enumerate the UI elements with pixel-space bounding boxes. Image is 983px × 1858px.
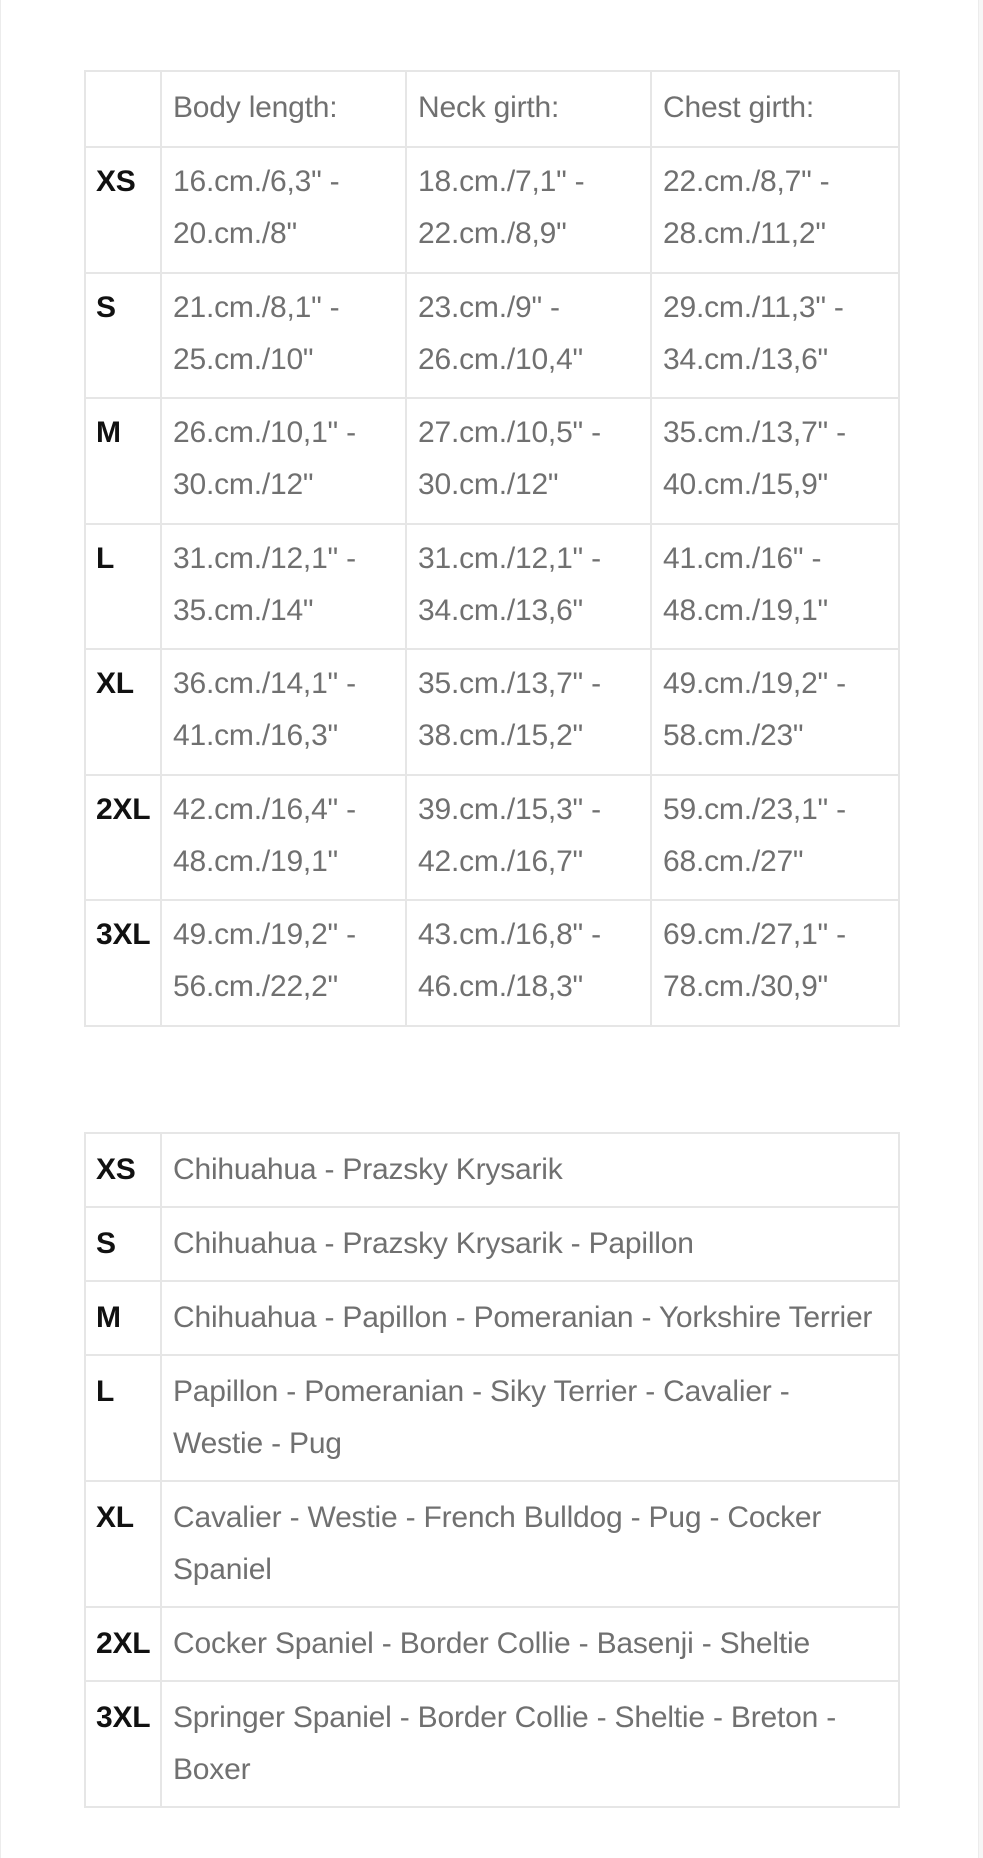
size-chart-table <box>84 70 900 1027</box>
size-label: 3XL <box>85 1681 161 1807</box>
size-label: M <box>85 1281 161 1355</box>
breeds-cell <box>161 1681 899 1807</box>
size-label: S <box>85 273 161 399</box>
range-from: 49.cm./19,2" - <box>173 918 356 952</box>
table-row <box>85 1355 899 1481</box>
breeds-line: Chihuahua - Papillon - Pomeranian - Yorkshire Terrier <box>173 1301 873 1334</box>
size-label: XL <box>85 649 161 775</box>
breeds-line: Cocker Spaniel - Border Collie - Basenji - Sheltie <box>173 1627 810 1660</box>
header-cell-empty <box>85 71 161 147</box>
body-length-cell <box>161 900 406 1026</box>
size-label: S <box>85 1207 161 1281</box>
range-from: 26.cm./10,1" - <box>173 416 356 450</box>
range-from: 59.cm./23,1" - <box>663 792 846 826</box>
range-from: 41.cm./16" - <box>663 541 822 575</box>
breeds-cell <box>161 1281 899 1355</box>
breeds-cell <box>161 1207 899 1281</box>
range-from: 43.cm./16,8" - <box>418 918 601 952</box>
neck-girth-cell <box>406 273 651 399</box>
chest-girth-cell <box>651 900 899 1026</box>
body-length-cell <box>161 524 406 650</box>
range-to: 48.cm./19,1" <box>173 844 339 878</box>
range-from: 18.cm./7,1" - <box>418 165 585 199</box>
range-to: 28.cm./11,2" <box>663 217 826 251</box>
breed-chart-table <box>84 1132 900 1808</box>
body-length-cell <box>161 398 406 524</box>
range-from: 22.cm./8,7" - <box>663 165 830 199</box>
range-to: 78.cm./30,9" <box>663 970 829 1004</box>
chest-girth-cell <box>651 273 899 399</box>
chest-girth-cell <box>651 649 899 775</box>
range-from: 69.cm./27,1" - <box>663 918 846 952</box>
range-from: 31.cm./12,1" - <box>418 541 601 575</box>
breeds-line: Boxer <box>173 1753 251 1786</box>
size-label: 2XL <box>85 775 161 901</box>
table-row <box>85 1681 899 1807</box>
chest-girth-cell <box>651 147 899 273</box>
range-to: 30.cm./12" <box>173 468 314 502</box>
range-to: 58.cm./23" <box>663 719 804 753</box>
breeds-cell <box>161 1481 899 1607</box>
range-from: 35.cm./13,7" - <box>663 416 846 450</box>
neck-girth-cell <box>406 900 651 1026</box>
neck-girth-cell <box>406 398 651 524</box>
header-chest-girth: Chest girth: <box>651 71 899 147</box>
table-row <box>85 147 899 273</box>
table-row <box>85 1607 899 1681</box>
range-from: 35.cm./13,7" - <box>418 667 601 701</box>
range-to: 56.cm./22,2" <box>173 970 339 1004</box>
body-length-cell <box>161 775 406 901</box>
breeds-cell <box>161 1133 899 1207</box>
table-row <box>85 398 899 524</box>
breeds-line: Westie - Pug <box>173 1427 342 1460</box>
range-to: 42.cm./16,7" <box>418 844 584 878</box>
breeds-cell <box>161 1355 899 1481</box>
chest-girth-cell <box>651 398 899 524</box>
range-to: 34.cm./13,6" <box>418 593 584 627</box>
size-label: 2XL <box>85 1607 161 1681</box>
range-to: 41.cm./16,3" <box>173 719 339 753</box>
neck-girth-cell <box>406 147 651 273</box>
chest-girth-cell <box>651 775 899 901</box>
chest-girth-cell <box>651 524 899 650</box>
body-length-cell <box>161 273 406 399</box>
header-body-length: Body length: <box>161 71 406 147</box>
range-to: 68.cm./27" <box>663 844 804 878</box>
size-label: L <box>85 524 161 650</box>
breeds-line: Cavalier - Westie - French Bulldog - Pug - Cocker <box>173 1501 822 1534</box>
range-from: 49.cm./19,2" - <box>663 667 846 701</box>
neck-girth-cell <box>406 649 651 775</box>
body-length-cell <box>161 649 406 775</box>
table-row <box>85 649 899 775</box>
table-row <box>85 1481 899 1607</box>
range-from: 42.cm./16,4" - <box>173 792 356 826</box>
range-to: 34.cm./13,6" <box>663 342 829 376</box>
table-row <box>85 900 899 1026</box>
range-from: 16.cm./6,3" - <box>173 165 340 199</box>
range-to: 20.cm./8" <box>173 217 297 251</box>
neck-girth-cell <box>406 524 651 650</box>
range-to: 35.cm./14" <box>173 593 314 627</box>
range-to: 40.cm./15,9" <box>663 468 829 502</box>
breeds-line: Papillon - Pomeranian - Siky Terrier - Cavalier - <box>173 1375 790 1408</box>
table-row <box>85 524 899 650</box>
size-label: L <box>85 1355 161 1481</box>
body-length-cell <box>161 147 406 273</box>
breeds-line: Springer Spaniel - Border Collie - Sheltie - Breton - <box>173 1701 837 1734</box>
table-row <box>85 273 899 399</box>
size-label: XL <box>85 1481 161 1607</box>
range-from: 21.cm./8,1" - <box>173 290 340 324</box>
range-from: 29.cm./11,3" - <box>663 290 844 324</box>
range-from: 27.cm./10,5" - <box>418 416 601 450</box>
size-label: XS <box>85 1133 161 1207</box>
size-label: 3XL <box>85 900 161 1026</box>
neck-girth-cell <box>406 775 651 901</box>
table-header-row <box>85 71 899 147</box>
range-from: 31.cm./12,1" - <box>173 541 356 575</box>
range-to: 46.cm./18,3" <box>418 970 584 1004</box>
table-row <box>85 1207 899 1281</box>
table-row <box>85 775 899 901</box>
range-from: 39.cm./15,3" - <box>418 792 601 826</box>
range-from: 36.cm./14,1" - <box>173 667 356 701</box>
range-to: 25.cm./10" <box>173 342 314 376</box>
breeds-cell <box>161 1607 899 1681</box>
size-label: XS <box>85 147 161 273</box>
breeds-line: Chihuahua - Prazsky Krysarik - Papillon <box>173 1227 694 1260</box>
size-label: M <box>85 398 161 524</box>
range-from: 23.cm./9" - <box>418 290 560 324</box>
range-to: 30.cm./12" <box>418 468 559 502</box>
table-row <box>85 1133 899 1207</box>
table-row <box>85 1281 899 1355</box>
header-neck-girth: Neck girth: <box>406 71 651 147</box>
range-to: 38.cm./15,2" <box>418 719 584 753</box>
breeds-line: Chihuahua - Prazsky Krysarik <box>173 1153 563 1186</box>
range-to: 48.cm./19,1" <box>663 593 829 627</box>
breeds-line: Spaniel <box>173 1553 272 1586</box>
range-to: 22.cm./8,9" <box>418 217 567 251</box>
range-to: 26.cm./10,4" <box>418 342 584 376</box>
